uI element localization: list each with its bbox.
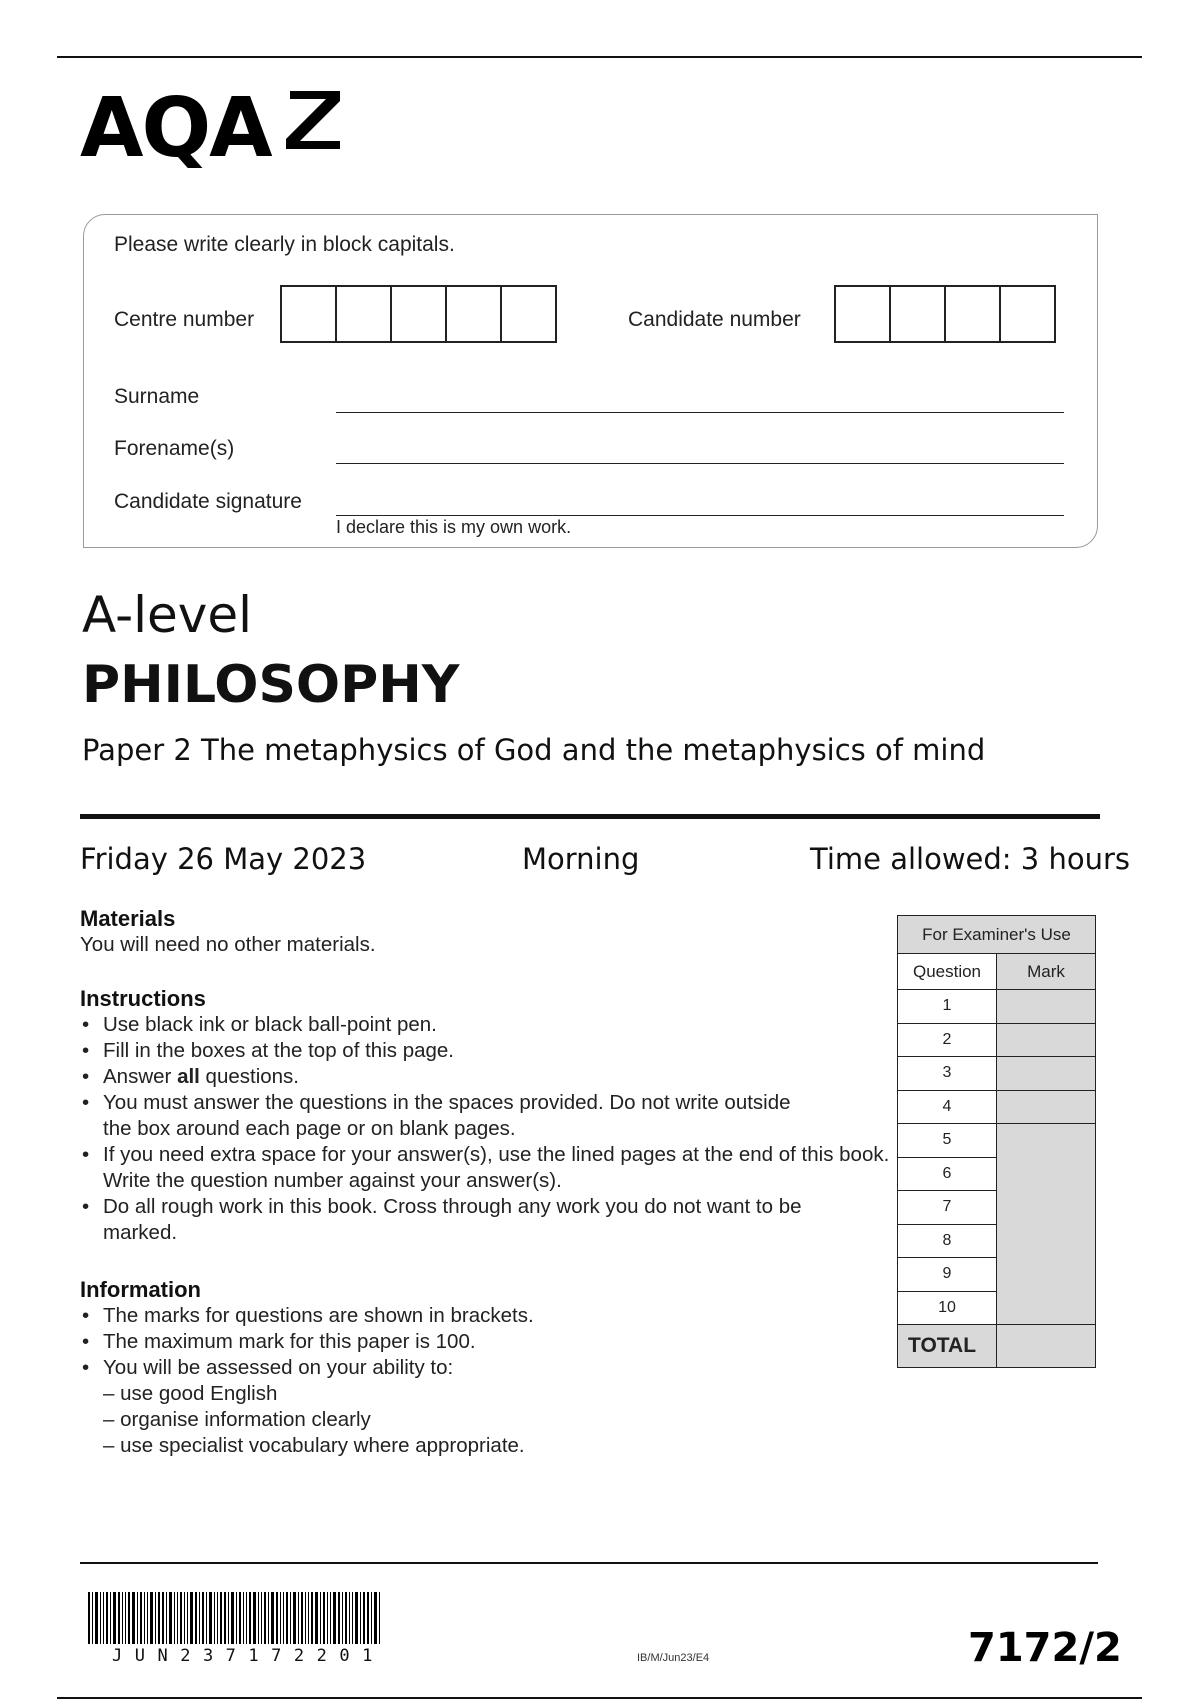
instruction-item: • If you need extra space for your answer(s), use the lined pages at the end of this book. Write the question number against your answer(s).	[80, 1142, 893, 1194]
question-number: 10	[898, 1291, 997, 1325]
barcode-bar	[150, 1592, 153, 1644]
barcode-bar	[92, 1592, 93, 1644]
barcode-bar	[243, 1592, 244, 1644]
information-item: • The maximum mark for this paper is 100.	[80, 1329, 860, 1355]
mark-cell-merged	[997, 1124, 1096, 1325]
information-list	[80, 1303, 860, 1381]
assessment-criterion: – organise information clearly	[103, 1408, 371, 1431]
barcode-bar	[177, 1592, 178, 1644]
barcode-bar	[327, 1592, 328, 1644]
mark-cell	[997, 1090, 1096, 1124]
barcode-bar	[128, 1592, 130, 1644]
barcode-bar	[239, 1592, 241, 1644]
barcode-bar	[333, 1592, 336, 1644]
aqa-logo-text: AQA	[80, 81, 271, 176]
materials-section	[80, 906, 860, 958]
centre-number-digit-box[interactable]	[445, 285, 502, 343]
information-item: • You will be assessed on your ability to:	[80, 1355, 860, 1381]
barcode-bar	[293, 1592, 296, 1644]
barcode-bar	[140, 1592, 142, 1644]
materials-text: You will need no other materials.	[80, 933, 376, 956]
surname-label: Surname	[114, 385, 200, 408]
barcode-bar	[224, 1592, 226, 1644]
exam-session: Morning	[522, 842, 640, 876]
instruction-item: • You must answer the questions in the spaces provided. Do not write outside the box around each page or on blank pages.	[80, 1090, 803, 1142]
instructions-heading: Instructions	[80, 986, 206, 1011]
mark-cell	[997, 990, 1096, 1024]
barcode-bar	[166, 1592, 167, 1644]
candidate-number-digit-box[interactable]	[834, 285, 891, 343]
barcode-bar	[180, 1592, 182, 1644]
barcode-bar	[162, 1592, 164, 1644]
barcode-bar	[323, 1592, 325, 1644]
assessment-criteria-list	[80, 1381, 860, 1459]
barcode-bar	[374, 1592, 377, 1644]
barcode-bar	[106, 1592, 108, 1644]
question-number: 4	[898, 1090, 997, 1124]
centre-number-digit-box[interactable]	[280, 285, 337, 343]
barcode-bar	[268, 1592, 269, 1644]
barcode-bar	[144, 1592, 145, 1644]
barcode-bar	[169, 1592, 172, 1644]
barcode-bar	[228, 1592, 229, 1644]
candidate-number-label: Candidate number	[628, 308, 801, 331]
mark-cell	[997, 1057, 1096, 1091]
aqa-logo-mark	[286, 91, 340, 149]
barcode-bar	[209, 1592, 212, 1644]
barcode-bar	[147, 1592, 148, 1644]
barcode-bar	[246, 1592, 247, 1644]
question-number: 7	[898, 1191, 997, 1225]
barcode-bar	[195, 1592, 197, 1644]
barcode-bar	[184, 1592, 185, 1644]
question-number: 8	[898, 1224, 997, 1258]
candidate-number-digit-box[interactable]	[944, 285, 1001, 343]
barcode-bar	[220, 1592, 222, 1644]
barcode-bar	[118, 1592, 120, 1644]
assessment-criterion: – use specialist vocabulary where appropriate.	[103, 1434, 525, 1457]
question-column-header: Question	[898, 954, 997, 990]
barcode-bar	[202, 1592, 204, 1644]
barcode-bar	[199, 1592, 200, 1644]
barcode-bar	[137, 1592, 138, 1644]
signature-label: Candidate signature	[114, 490, 302, 513]
barcode-bar	[187, 1592, 188, 1644]
question-number: 9	[898, 1258, 997, 1292]
barcode-bar	[320, 1592, 321, 1644]
examiner-use-header: For Examiner's Use	[898, 916, 1096, 954]
signature-field[interactable]	[336, 515, 1064, 516]
paper-title: Paper 2 The metaphysics of God and the metaphysics of mind	[82, 733, 986, 767]
barcode-bar	[95, 1592, 98, 1644]
materials-heading: Materials	[80, 906, 176, 931]
examiner-use-table	[897, 915, 1096, 1368]
mark-column-header: Mark	[997, 954, 1096, 990]
barcode-bar	[206, 1592, 207, 1644]
candidate-number-boxes	[834, 285, 1056, 343]
subject-title: PHILOSOPHY	[82, 655, 460, 715]
document-reference: IB/M/Jun23/E4	[637, 1652, 710, 1664]
title-rule	[80, 814, 1100, 819]
centre-number-boxes	[280, 285, 557, 343]
barcode-bar	[338, 1592, 340, 1644]
barcode-bar	[122, 1592, 123, 1644]
information-item: • The marks for questions are shown in brackets.	[80, 1303, 860, 1329]
barcode-bar	[231, 1592, 234, 1644]
barcode-bar	[113, 1592, 116, 1644]
barcode-bar	[355, 1592, 358, 1644]
barcode-bar	[174, 1592, 175, 1644]
instruction-answer-suffix: questions.	[199, 1065, 300, 1088]
question-number: 3	[898, 1057, 997, 1091]
instruction-answer-prefix: Answer	[103, 1065, 178, 1088]
instructions-section	[80, 986, 890, 1246]
barcode-bar	[371, 1592, 372, 1644]
barcode-bar	[301, 1592, 303, 1644]
barcode-bar	[217, 1592, 218, 1644]
instructions-list	[80, 1012, 890, 1246]
barcode-bar	[100, 1592, 101, 1644]
qualification-level: A-level	[82, 586, 253, 644]
barcode-bar	[125, 1592, 126, 1644]
barcode-bar	[315, 1592, 318, 1644]
barcode-bar	[261, 1592, 262, 1644]
barcode-bar	[236, 1592, 237, 1644]
question-number: 6	[898, 1157, 997, 1191]
question-number: 1	[898, 990, 997, 1024]
top-rule	[57, 56, 1142, 58]
information-heading: Information	[80, 1277, 201, 1302]
instruction-item: • Use black ink or black ball-point pen.	[80, 1012, 870, 1038]
surname-field[interactable]	[336, 412, 1064, 413]
barcode-bar	[290, 1592, 291, 1644]
barcode-bar	[330, 1592, 331, 1644]
information-section	[80, 1277, 860, 1459]
barcode	[88, 1592, 382, 1644]
assessment-criterion: – use good English	[103, 1382, 278, 1405]
instruction-item: • Do all rough work in this book. Cross through any work you do not want to be marked.	[80, 1194, 843, 1246]
centre-number-digit-box[interactable]	[500, 285, 557, 343]
barcode-bar	[352, 1592, 353, 1644]
barcode-bar	[298, 1592, 299, 1644]
barcode-bar	[345, 1592, 347, 1644]
footer-rule	[80, 1562, 1098, 1564]
barcode-bar	[286, 1592, 288, 1644]
barcode-bar	[367, 1592, 369, 1644]
barcode-bar	[311, 1592, 313, 1644]
candidate-number-digit-box[interactable]	[999, 285, 1056, 343]
barcode-bar	[103, 1592, 104, 1644]
barcode-bar	[308, 1592, 309, 1644]
barcode-bar	[158, 1592, 160, 1644]
paper-code: 7172/2	[968, 1625, 1122, 1671]
barcode-bar	[110, 1592, 111, 1644]
candidate-number-digit-box[interactable]	[889, 285, 946, 343]
instruction-item	[80, 1064, 870, 1090]
forename-field[interactable]	[336, 463, 1064, 464]
total-label: TOTAL	[898, 1325, 997, 1368]
centre-number-digit-box[interactable]	[390, 285, 447, 343]
barcode-bar	[214, 1592, 215, 1644]
mark-cell	[997, 1023, 1096, 1057]
total-mark-cell	[997, 1325, 1096, 1368]
barcode-bar	[253, 1592, 256, 1644]
time-allowed: Time allowed: 3 hours	[810, 842, 1130, 876]
barcode-bar	[305, 1592, 306, 1644]
barcode-bar	[360, 1592, 361, 1644]
forename-label: Forename(s)	[114, 437, 235, 460]
barcode-bar	[271, 1592, 274, 1644]
centre-number-digit-box[interactable]	[335, 285, 392, 343]
question-number: 2	[898, 1023, 997, 1057]
barcode-bar	[342, 1592, 343, 1644]
barcode-bar	[264, 1592, 266, 1644]
barcode-bar	[283, 1592, 284, 1644]
block-capitals-instruction: Please write clearly in block capitals.	[114, 233, 455, 256]
instruction-item: • Fill in the boxes at the top of this page.	[80, 1038, 870, 1064]
centre-number-label: Centre number	[114, 308, 255, 331]
instruction-answer-all: all	[177, 1065, 200, 1088]
exam-date: Friday 26 May 2023	[80, 842, 367, 876]
question-number: 5	[898, 1124, 997, 1158]
barcode-bar	[155, 1592, 156, 1644]
bottom-rule	[57, 1697, 1142, 1699]
declaration-text: I declare this is my own work.	[336, 517, 572, 537]
barcode-bar	[276, 1592, 278, 1644]
barcode-bar	[132, 1592, 135, 1644]
barcode-bar	[349, 1592, 350, 1644]
aqa-logo	[80, 81, 271, 176]
barcode-bar	[190, 1592, 193, 1644]
barcode-bar	[379, 1592, 380, 1644]
barcode-bar	[249, 1592, 251, 1644]
barcode-bar	[363, 1592, 365, 1644]
barcode-text: JUN237172201	[112, 1646, 385, 1666]
barcode-bar	[88, 1592, 90, 1644]
barcode-bar	[258, 1592, 259, 1644]
barcode-bar	[280, 1592, 281, 1644]
